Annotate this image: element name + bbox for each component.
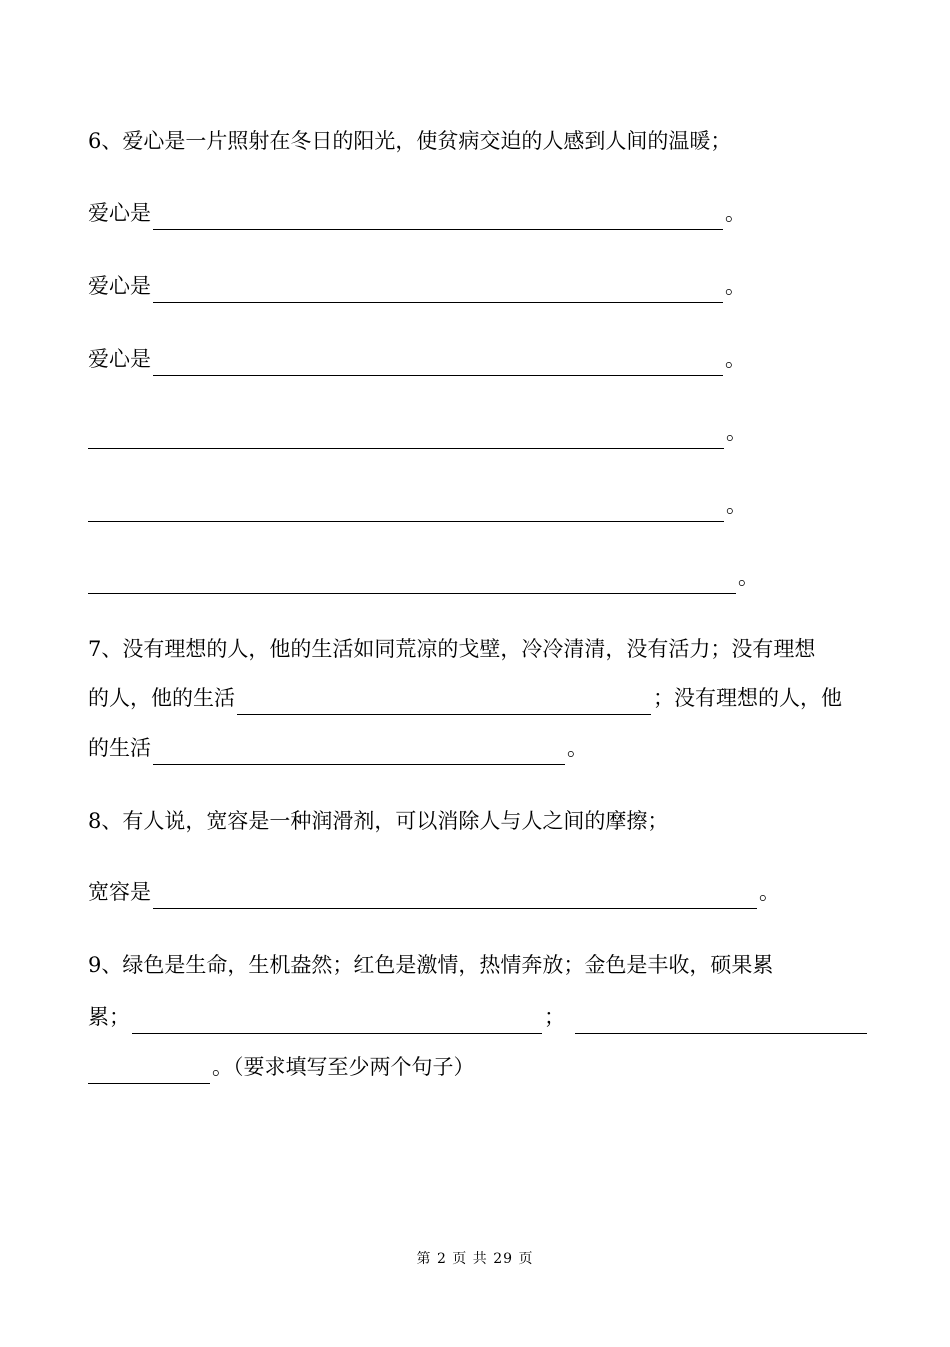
q6-stem: 爱心是 [88,201,151,225]
q6-end: 。 [725,347,746,371]
q7-line-1: 7、没有理想的人，他的生活如同荒凉的戈壁，冷冷清清，没有活力；没有理想 [88,637,816,661]
q6-answer-row-1 [88,196,746,230]
q9-blank-2[interactable] [575,1005,867,1034]
q6-answer-row-4 [88,415,747,449]
q9-line-2: 累； ； [88,1000,869,1034]
q6-stem: 爱心是 [88,347,151,371]
q9-line-1: 9、绿色是生命，生机盎然；红色是激情，热情奔放；金色是丰收，硕果累 [88,953,774,977]
q6-blank-6[interactable] [88,565,736,594]
page-footer: 第 2 页 共 29 页 [416,1251,534,1267]
q6-end: 。 [725,201,746,225]
q7-line-2: 的人，他的生活 ；没有理想的人，他 [88,681,842,715]
q6-answer-row-2 [88,269,746,303]
q7-line-3: 的生活 。 [88,731,588,765]
q6-end: 。 [726,493,747,517]
q9-blank-1[interactable] [132,1005,542,1034]
q6-answer-row-6 [88,560,759,594]
q6-end: 。 [726,420,747,444]
q8-answer-row: 宽容是 。 [88,875,780,909]
q6-blank-1[interactable] [153,201,723,230]
q7-blank-2[interactable] [153,736,565,765]
q6-end: 。 [738,565,759,589]
q6-stem: 爱心是 [88,274,151,298]
q8-prompt: 8、有人说，宽容是一种润滑剂，可以消除人与人之间的摩擦； [88,809,669,833]
q8-blank[interactable] [153,880,757,909]
q9-blank-3[interactable] [88,1055,210,1084]
q6-blank-3[interactable] [153,347,723,376]
q7-blank-1[interactable] [237,686,651,715]
q6-blank-2[interactable] [153,274,723,303]
q6-prompt: 6、爱心是一片照射在冬日的阳光，使贫病交迫的人感到人间的温暖； [88,129,732,153]
q6-answer-row-3 [88,342,746,376]
q9-line-3: 。（要求填写至少两个句子） [88,1050,475,1084]
q6-blank-4[interactable] [88,420,724,449]
q6-end: 。 [725,274,746,298]
q6-answer-row-5 [88,488,747,522]
q6-blank-5[interactable] [88,493,724,522]
